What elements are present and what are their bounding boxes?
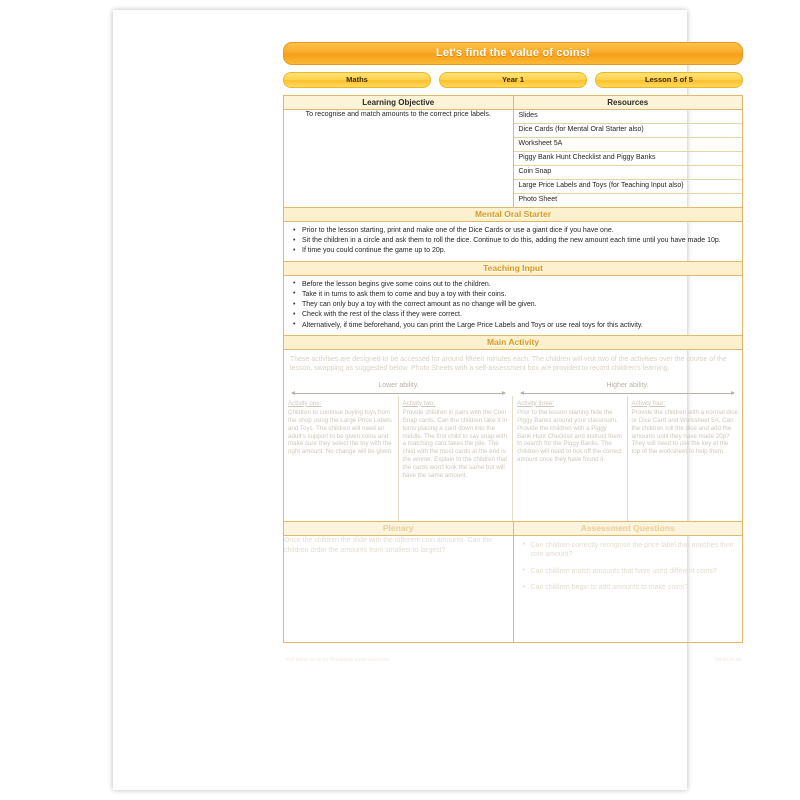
- teaching-input-content-row: [284, 275, 743, 335]
- list-item: • Take it in turns to ask them to come and buy a toy with their coins.: [290, 290, 736, 299]
- page-title: Let's find the value of coins!: [283, 42, 743, 65]
- activity-three-text: Prior to the lesson starting hide the Piggy Banks around your classroom. Provide the children with a Piggy Bank Hunt Checklist and instruct them to search for the Piggy Banks. The children will need to tick off the correct amount once they have found it.: [517, 408, 622, 464]
- header-resources: Resources: [513, 96, 743, 110]
- section-heading-plenary: Plenary: [284, 521, 514, 535]
- list-item: • Can children match amounts that have used different coins?: [520, 567, 737, 576]
- mental-oral-content-row: [284, 222, 743, 262]
- header-learning-objective: Learning Objective: [284, 96, 514, 110]
- section-heading-main-activity: Main Activity: [284, 335, 743, 349]
- page-footer: [283, 657, 743, 663]
- activity-three: [513, 396, 628, 521]
- ability-band: [284, 380, 742, 396]
- activity-four-text: Provide the children with a normal dice or Dice Card and Worksheet 5A. Can the children roll the dice and add the amounts until they have made 20p? They will need to use the key at the top of the worksheet to help them.: [631, 408, 738, 456]
- meta-row: [283, 72, 743, 88]
- teaching-input-bullets: [284, 276, 742, 335]
- teaching-input-heading-row: [284, 261, 743, 275]
- meta-subject: Maths: [283, 72, 431, 88]
- list-item: • They can only buy a toy with the correct amount as no change will be given.: [290, 300, 736, 309]
- assessment-questions-cell: [513, 535, 743, 642]
- mental-oral-heading-row: [284, 208, 743, 222]
- activity-two: [399, 396, 514, 521]
- section-heading-mental-oral-starter: Mental Oral Starter: [284, 208, 743, 222]
- ability-lower: [284, 380, 513, 396]
- list-item: • Check with the rest of the class if they were correct.: [290, 310, 736, 319]
- activity-two-title: Activity two:: [402, 399, 436, 407]
- list-item: Worksheet 5A: [514, 138, 743, 152]
- main-activity-heading-row: [284, 335, 743, 349]
- meta-lesson: Lesson 5 of 5: [595, 72, 743, 88]
- resources-list: [514, 110, 743, 207]
- plenary-assessment-heading-row: [284, 521, 743, 535]
- plenary-assessment-content-row: [284, 535, 743, 642]
- activity-three-title: Activity three:: [517, 399, 555, 407]
- arrow-icon: [521, 393, 734, 394]
- list-item: Photo Sheet: [518, 196, 558, 203]
- activity-one-text: Children to continue buying toys from the shop using the Large Price Labels and Toys. The children will need an adult's support to be given coins and make sure they select the toy with the right amount. No change will be given.: [288, 408, 393, 456]
- arrow-icon: [292, 393, 505, 394]
- objective-resources-row: [284, 110, 743, 208]
- list-item: Piggy Bank Hunt Checklist and Piggy Banks: [514, 152, 743, 166]
- list-item: • Before the lesson begins give some coins out to the children.: [290, 280, 736, 289]
- mental-oral-content: [284, 222, 743, 262]
- list-item: • Can children correctly recognise the price label that matches their coin amount?: [520, 541, 737, 560]
- footer-left: Visit twinkl.co.uk for thousands more resources.: [285, 656, 391, 663]
- resources-cell: [513, 110, 743, 208]
- assessment-questions-list: [514, 536, 743, 642]
- document-page: [113, 10, 741, 790]
- list-item: • Alternatively, if time beforehand, you can print the Large Price Labels and Toys or use real toys for this activity.: [290, 321, 736, 330]
- section-heading-teaching-input: Teaching Input: [284, 261, 743, 275]
- teaching-input-content: [284, 275, 743, 335]
- main-activity-intro-row: [284, 349, 743, 521]
- list-item: • Sit the children in a circle and ask them to roll the dice. Continue to do this, adding the new amount each time until you have made 10p.: [290, 236, 736, 245]
- activity-one-title: Activity one:: [288, 399, 322, 407]
- list-item: • Can children begin to add amounts to make coins?: [520, 583, 737, 592]
- ability-higher-label: Higher ability.: [606, 381, 649, 389]
- meta-year: Year 1: [439, 72, 587, 88]
- list-item: • If time you could continue the game up to 20p.: [290, 246, 736, 255]
- lesson-plan-sheet: [283, 42, 743, 663]
- activities-row: [284, 396, 742, 521]
- ability-lower-label: Lower ability.: [378, 381, 419, 389]
- plenary-text: Once the children the slide with the different coin amounts. Can the children order the amounts from smallest to largest?: [284, 535, 514, 642]
- list-item: Slides: [514, 110, 743, 124]
- list-item: Coin Snap: [514, 166, 743, 180]
- list-item: Large Price Labels and Toys (for Teaching Input also): [514, 180, 743, 194]
- lesson-plan-table: [283, 95, 743, 643]
- table-header-row: [284, 96, 743, 110]
- footer-right: twinkl.co.uk: [715, 656, 741, 663]
- mental-oral-bullets: [284, 222, 742, 261]
- activity-one: [284, 396, 399, 521]
- main-activity-intro-text: These activities are designed to be accessed for around fifteen minutes each. The children will visit two of the activities over the course of the lesson, swapping as suggested below. Photo Sheets with a self-assessment box are provided to record children's learning.: [290, 355, 727, 373]
- ability-higher: [513, 380, 742, 396]
- list-item: Dice Cards (for Mental Oral Starter also): [514, 124, 743, 138]
- activity-two-text: Provide children in pairs with the Coin Snap cards. Can the children take it in turns placing a card down into the middle. The first child to say snap with a matching card takes the pile. The child with the most cards at the end is the winner. Explain to the children that the cards won't look the same but will have the same amount.: [402, 408, 508, 480]
- main-activity-intro: [284, 349, 743, 521]
- list-item: • Prior to the lesson starting, print and make one of the Dice Cards or use a giant dice if you have one.: [290, 226, 736, 235]
- learning-objective-text: To recognise and match amounts to the correct price labels.: [284, 110, 514, 208]
- activity-four-title: Activity four:: [631, 399, 666, 407]
- activity-four: [628, 396, 743, 521]
- section-heading-assessment-questions: Assessment Questions: [513, 521, 743, 535]
